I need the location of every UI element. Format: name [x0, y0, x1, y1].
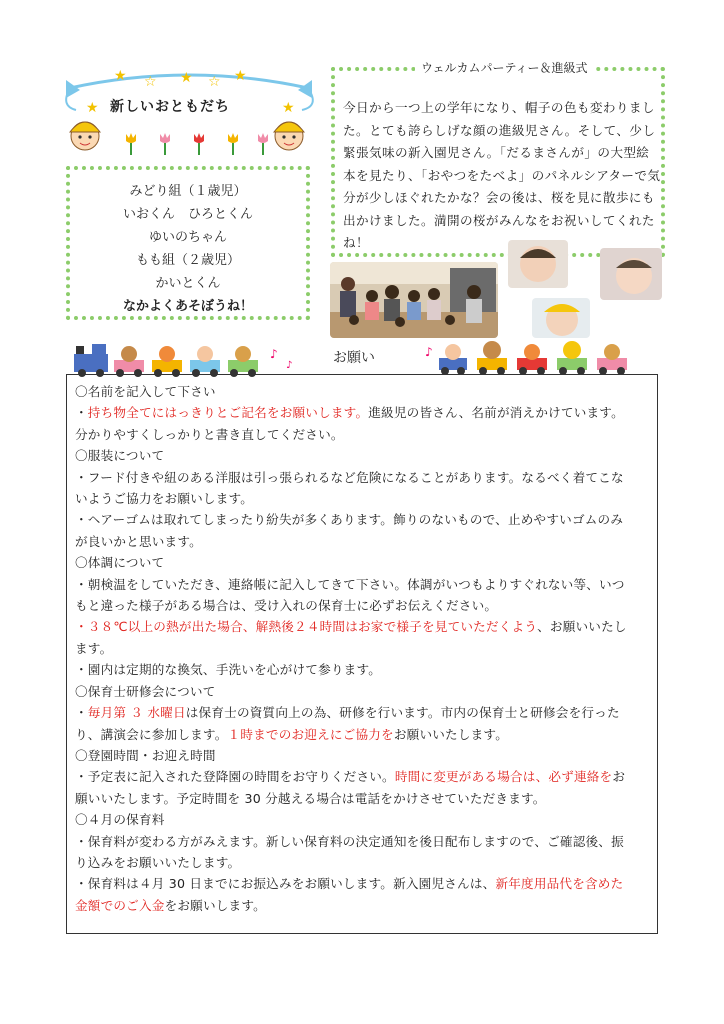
- request-text: 〇保育士研修会について: [75, 683, 216, 699]
- group-photo-image: [330, 262, 498, 338]
- request-line: [75, 595, 651, 616]
- request-line: [75, 745, 651, 766]
- star-icon: ★: [114, 68, 127, 84]
- request-line: [75, 531, 651, 552]
- tulip-icon: [158, 132, 172, 156]
- welcome-party-box: [331, 61, 665, 257]
- request-line: [75, 895, 651, 916]
- request-line: [75, 809, 651, 830]
- request-highlight: １時までのお迎えにご協力を: [227, 726, 394, 742]
- friends-line: ゆいのちゃん: [148, 230, 227, 245]
- star-icon: ★: [234, 68, 247, 84]
- request-line: [75, 852, 651, 873]
- tulip-icon: [256, 132, 270, 156]
- request-text: 、お願いいたし: [537, 619, 627, 635]
- welcome-title: ウェルカムパーティー＆進級式: [415, 59, 594, 76]
- request-highlight: 時間に変更がある場合は、必ず連絡を: [394, 769, 613, 785]
- star-icon: ★: [180, 70, 193, 86]
- request-text: 〇服装について: [75, 448, 165, 464]
- friends-line: みどり組（１歳児）: [129, 184, 247, 199]
- animal-train-icon: [423, 338, 645, 376]
- child-photo: [532, 298, 590, 338]
- request-text: ・園内は定期的な換気、手洗いを心がけて参ります。: [75, 662, 382, 678]
- request-highlight: 持ち物全てにはっきりとご記名をお願いします。: [87, 405, 369, 421]
- child-photo: [600, 248, 662, 300]
- request-highlight: 金額でのご入金: [75, 897, 165, 913]
- svg-text:♪: ♪: [270, 347, 278, 361]
- request-text: 〇名前を記入して下さい: [75, 384, 216, 399]
- friends-line: いおくん ひろとくん: [122, 207, 253, 222]
- child-photo-image: [508, 240, 568, 288]
- request-line: [75, 424, 651, 445]
- request-text: ・フード付きや紐のある洋服は引っ張られるなど危険になることがあります。なるべく着てこな: [75, 469, 624, 485]
- request-line: [75, 509, 651, 530]
- request-line: [75, 381, 651, 402]
- request-highlight: ・３８℃以上の熱が出た場合、解熱後２４時間はお家で様子を見ていただくよう: [75, 619, 538, 635]
- child-face-icon: [64, 114, 106, 152]
- request-text: ・保育料が変わる方がみえます。新しい保育料の決定通知を後日配布しますので、ご確認後、振: [75, 833, 624, 849]
- request-text: 願いいたします。予定時間を 30 分越える場合は電話をかけさせていただきます。: [75, 790, 546, 806]
- request-line: [75, 831, 651, 852]
- request-line: [75, 659, 651, 680]
- request-title: お願い: [333, 350, 375, 366]
- request-text: もと違った様子がある場合は、受け入れの保育士に必ずお伝えください。: [75, 598, 498, 614]
- star-icon: ☆: [208, 74, 221, 90]
- request-text: ・保育料は４月 30 日までにお振込みをお願いします。新入園児さんは、: [75, 876, 496, 892]
- tulip-icon: [124, 132, 138, 156]
- request-text: 進級児の皆さん、名前が消えかけています。: [368, 405, 624, 421]
- request-box: [66, 374, 658, 934]
- request-line: [75, 788, 651, 809]
- request-line: [75, 638, 651, 659]
- request-line: [75, 616, 651, 637]
- request-line: [75, 873, 651, 894]
- new-friends-box: [66, 166, 310, 320]
- svg-text:♪: ♪: [286, 360, 293, 371]
- request-text: ・ヘアーゴムは取れてしまったり紛失が多くあります。飾りのないもので、止めやすいゴムのみ: [75, 512, 624, 528]
- friends-header-decoration: [62, 66, 316, 166]
- tulip-icon: [226, 132, 240, 156]
- star-icon: ★: [86, 100, 99, 116]
- request-text: り込みをお願いいたします。: [75, 854, 241, 870]
- svg-text:♪: ♪: [425, 345, 433, 359]
- request-line: [75, 681, 651, 702]
- request-body: [75, 381, 651, 916]
- friends-closing: なかよくあそぼうね！: [122, 299, 253, 314]
- request-line: [75, 724, 651, 745]
- welcome-body: 今日から一つ上の学年になり、帽子の色も変わりました。とても誇らしげな顔の進級児さん。そして、少し緊張気味の新入園児さん。「だるまさんが」の大型絵本を見たり、「おやつをたべよ」のパネルシアターで気分が少しほぐれたかな？会の後は、桜を見に散歩にも出かけました。満開の桜がみんなをお祝いしてくれたね！: [343, 100, 661, 250]
- star-icon: ☆: [144, 74, 157, 90]
- friends-title: 新しいおともだち: [110, 99, 230, 115]
- request-highlight: 毎月第 ３ 水曜日: [87, 705, 186, 721]
- request-text: 〇４月の保育料: [75, 812, 165, 828]
- request-line: [75, 702, 651, 723]
- request-text: は保育士の資質向上の為、研修を行います。市内の保育士と研修会を行った: [185, 705, 620, 721]
- request-text: いようご協力をお願いします。: [75, 491, 254, 507]
- request-line: [75, 488, 651, 509]
- request-line: [75, 766, 651, 787]
- request-line: [75, 445, 651, 466]
- train-decoration: [423, 338, 645, 376]
- request-text: ・朝検温をしていただき、連絡帳に記入してきて下さい。体調がいつもよりすぐれない等、いつ: [75, 576, 625, 592]
- request-text: 〇体調について: [75, 555, 165, 571]
- group-photo: [330, 262, 498, 338]
- animal-train-icon: [70, 340, 306, 378]
- child-photo: [508, 240, 568, 288]
- request-text: り、講演会に参加します。: [75, 726, 228, 742]
- request-line: [75, 402, 651, 423]
- star-icon: ★: [282, 100, 295, 116]
- request-text: お願いいたします。: [393, 726, 508, 742]
- new-friends-list: [70, 180, 306, 318]
- request-text: 〇登園時間・お迎え時間: [75, 747, 216, 763]
- request-line: [75, 552, 651, 573]
- request-text: お: [612, 769, 626, 785]
- tulip-icon: [192, 132, 206, 156]
- request-text: をお願いします。: [164, 897, 266, 913]
- friends-line: もも組（２歳児）: [135, 253, 240, 268]
- friends-line: かいとくん: [155, 276, 221, 291]
- request-highlight: 新年度用品代を含めた: [495, 876, 624, 892]
- request-text: ・: [75, 705, 88, 721]
- request-text: ・予定表に記入された登降園の時間をお守りください。: [75, 769, 395, 785]
- child-face-icon: [268, 114, 310, 152]
- request-line: [75, 467, 651, 488]
- request-text: 分かりやすくしっかりと書き直してください。: [75, 426, 344, 442]
- request-text: ・: [75, 405, 88, 421]
- request-line: [75, 574, 651, 595]
- train-decoration: [70, 340, 306, 378]
- request-text: が良いかと思います。: [75, 533, 202, 549]
- child-photo-image: [532, 298, 590, 338]
- child-photo-image: [600, 248, 662, 300]
- request-text: ます。: [75, 640, 113, 656]
